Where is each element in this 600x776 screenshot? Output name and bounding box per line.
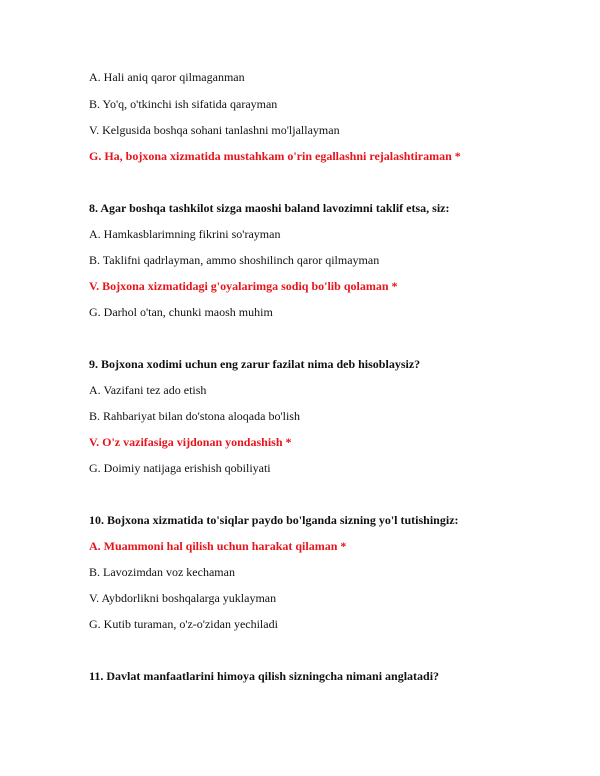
- answer-option: G. Darhol o'tan, chunki maosh muhim: [89, 305, 273, 319]
- answer-option: A. Vazifani tez ado etish: [89, 383, 207, 397]
- answer-option: G. Kutib turaman, o'z-o'zidan yechiladi: [89, 617, 278, 631]
- answer-option: B. Taklifni qadrlayman, ammo shoshilinch qaror qilmayman: [89, 253, 380, 267]
- correct-answer: A. Muammoni hal qilish uchun harakat qilaman *: [89, 539, 347, 553]
- answer-option: B. Yo'q, o'tkinchi ish sifatida qarayman: [89, 97, 278, 111]
- answer-option: V. Kelgusida boshqa sohani tanlashni mo'ljallayman: [89, 123, 340, 137]
- answer-option: B. Lavozimdan voz kechaman: [89, 565, 235, 579]
- correct-answer: V. O'z vazifasiga vijdonan yondashish *: [89, 435, 292, 449]
- answer-option: V. Aybdorlikni boshqalarga yuklayman: [89, 591, 277, 605]
- answer-option: A. Hamkasblarimning fikrini so'rayman: [89, 227, 281, 241]
- answer-option: G. Doimiy natijaga erishish qobiliyati: [89, 461, 271, 475]
- answer-option: B. Rahbariyat bilan do'stona aloqada bo'lish: [89, 409, 300, 423]
- correct-answer: G. Ha, bojxona xizmatida mustahkam o'rin egallashni rejalashtiraman *: [89, 149, 461, 163]
- correct-answer: V. Bojxona xizmatidagi g'oyalarimga sodiq bo'lib qolaman *: [89, 279, 398, 293]
- question-9: 9. Bojxona xodimi uchun eng zarur fazilat nima deb hisoblaysiz?: [89, 357, 421, 371]
- question-8: 8. Agar boshqa tashkilot sizga maoshi baland lavozimni taklif etsa, siz:: [89, 201, 450, 215]
- question-10: 10. Bojxona xizmatida to'siqlar paydo bo'lganda sizning yo'l tutishingiz:: [89, 513, 459, 527]
- answer-option: A. Hali aniq qaror qilmaganman: [89, 70, 245, 84]
- question-11: 11. Davlat manfaatlarini himoya qilish sizningcha nimani anglatadi?: [89, 669, 440, 683]
